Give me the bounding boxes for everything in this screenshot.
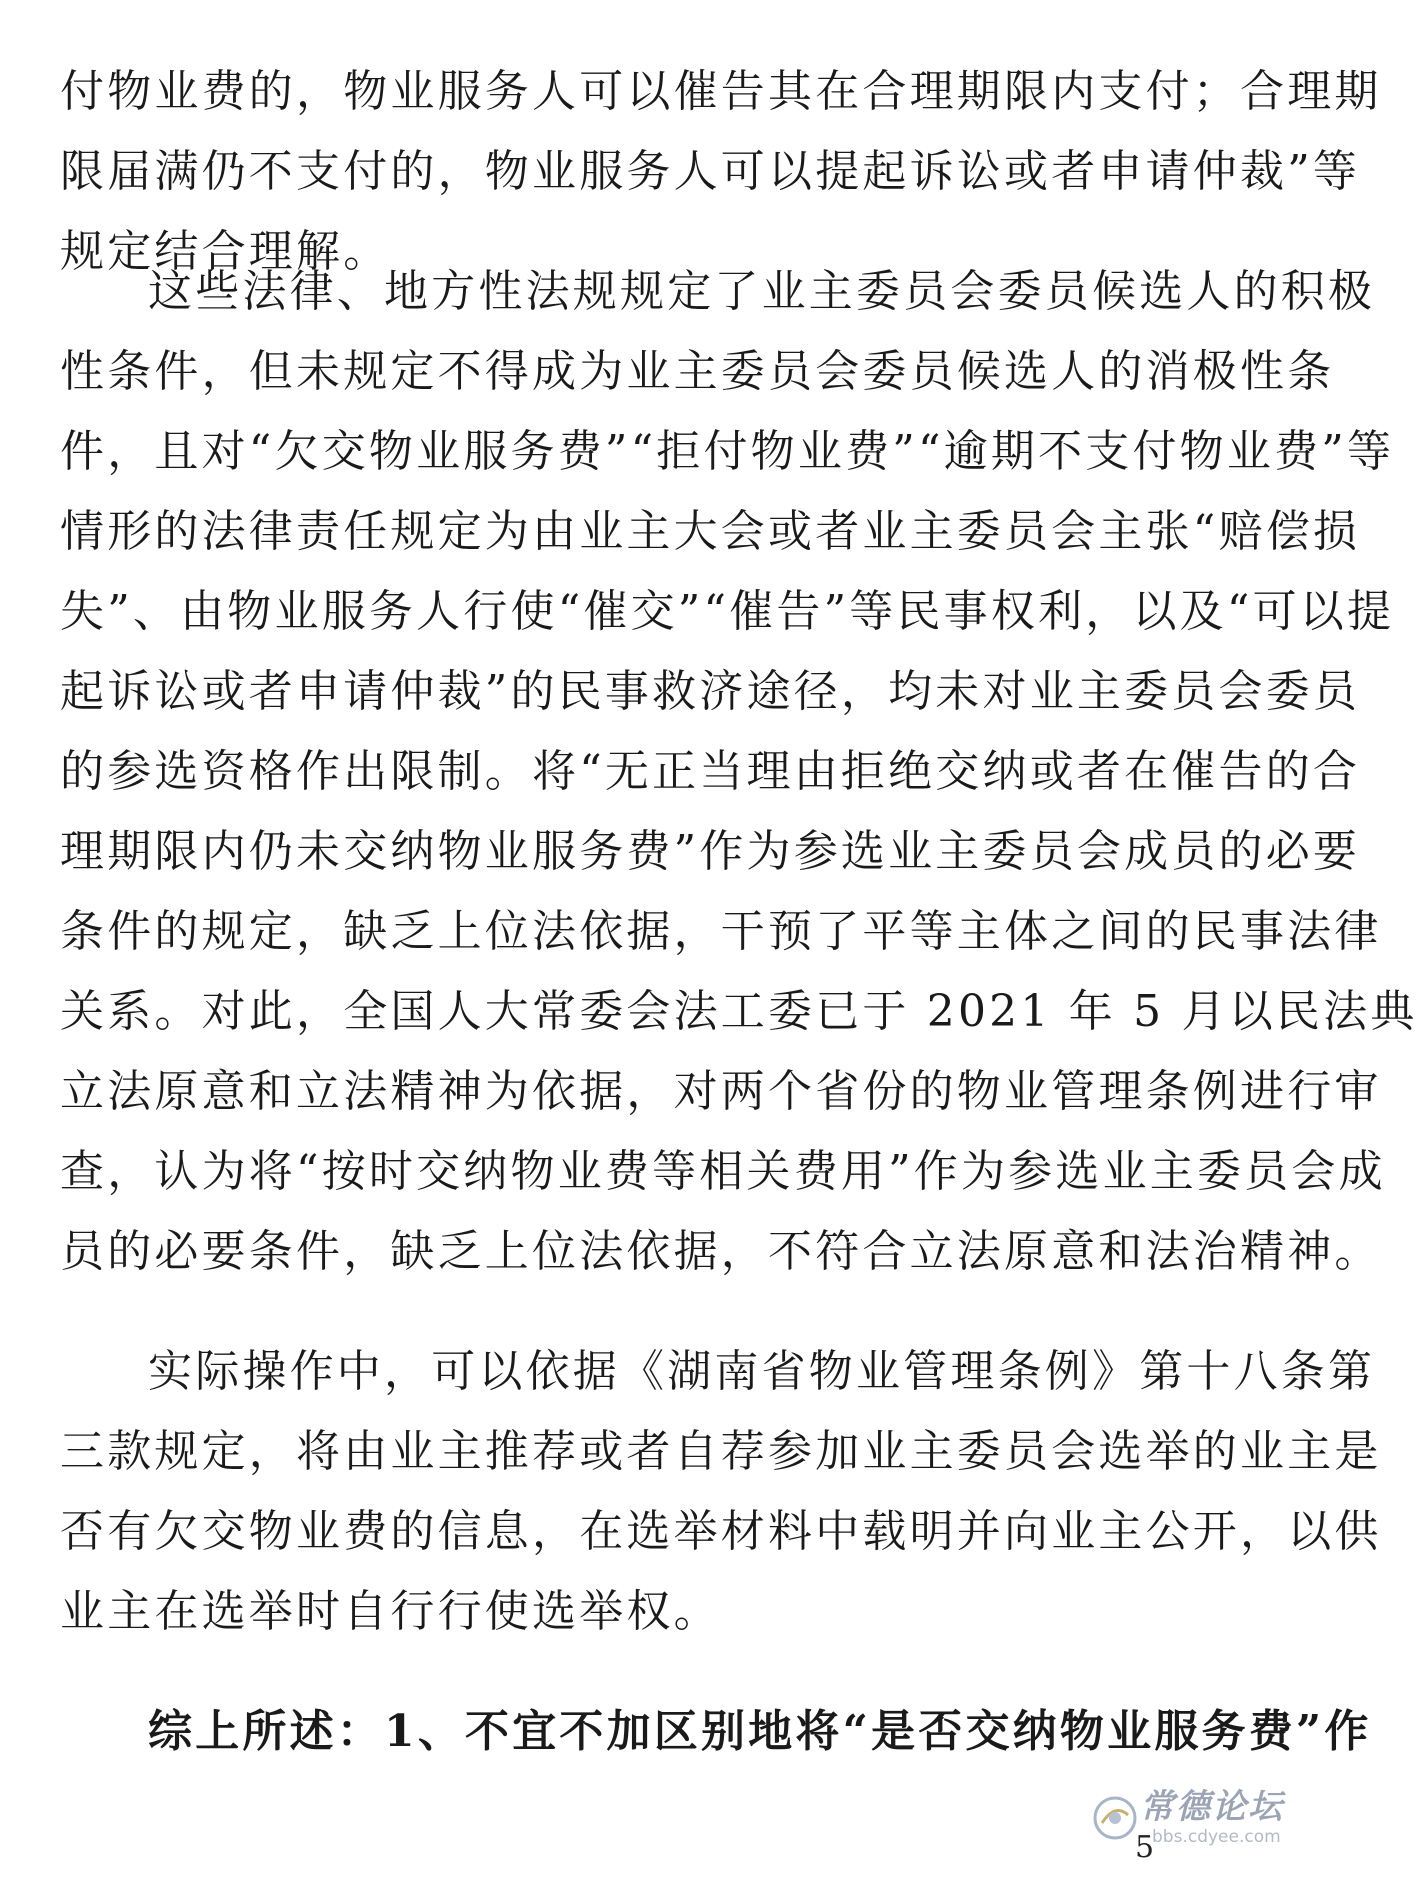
text-line: 情形的法律责任规定为由业主大会或者业主委员会主张“赔偿损 (60, 506, 1361, 557)
text-line: 规定结合理解。 (60, 226, 391, 277)
paragraph-2 (60, 252, 1418, 1292)
text-line: 否有欠交物业费的信息，在选举材料中载明并向业主公开，以供 (60, 1506, 1382, 1557)
text-line: 立法原意和立法精神为依据，对两个省份的物业管理条例进行审 (60, 1066, 1382, 1117)
text-line: 查，认为将“按时交纳物业费等相关费用”作为参选业主委员会成 (60, 1146, 1386, 1197)
text-line: 这些法律、地方性法规规定了业主委员会委员候选人的积极 (148, 266, 1376, 317)
text-line: 性条件，但未规定不得成为业主委员会委员候选人的消极性条 (60, 346, 1335, 397)
watermark-brand: 常德论坛 (1140, 1787, 1284, 1827)
text-line: 限届满仍不支付的，物业服务人可以提起诉讼或者申请仲裁”等 (60, 146, 1361, 197)
paragraph-3 (60, 1332, 1382, 1652)
text-line: 综上所述：1、不宜不加区别地将“是否交纳物业服务费”作 (148, 1706, 1372, 1757)
text-line: 付物业费的，物业服务人可以催告其在合理期限内支付；合理期 (60, 66, 1382, 117)
forum-watermark (1090, 1775, 1284, 1865)
text-line: 业主在选举时自行行使选举权。 (60, 1586, 721, 1637)
forum-logo-icon (1090, 1793, 1140, 1843)
text-line: 三款规定，将由业主推荐或者自荐参加业主委员会选举的业主是 (60, 1426, 1382, 1477)
text-line: 起诉讼或者申请仲裁”的民事救济途径，均未对业主委员会委员 (60, 666, 1361, 717)
text-line: 条件的规定，缺乏上位法依据，干预了平等主体之间的民事法律 (60, 906, 1382, 957)
text-line: 件，且对“欠交物业服务费”“拒付物业费”“逾期不支付物业费”等 (60, 426, 1395, 477)
text-line: 失”、由物业服务人行使“催交”“催告”等民事权利，以及“可以提 (60, 586, 1395, 637)
text-line: 实际操作中，可以依据《湖南省物业管理条例》第十八条第 (148, 1346, 1376, 1397)
watermark-url: bbs.cdyee.com (1152, 1827, 1281, 1847)
text-line: 关系。对此，全国人大常委会法工委已于 2021 年 5 月以民法典 (60, 986, 1418, 1037)
page-number: 5 (1135, 1830, 1155, 1865)
text-line: 理期限内仍未交纳物业服务费”作为参选业主委员会成员的必要 (60, 826, 1361, 877)
paragraph-4-summary (60, 1692, 1372, 1772)
text-line: 员的必要条件，缺乏上位法依据，不符合立法原意和法治精神。 (60, 1226, 1382, 1277)
text-line: 的参选资格作出限制。将“无正当理由拒绝交纳或者在催告的合 (60, 746, 1361, 797)
